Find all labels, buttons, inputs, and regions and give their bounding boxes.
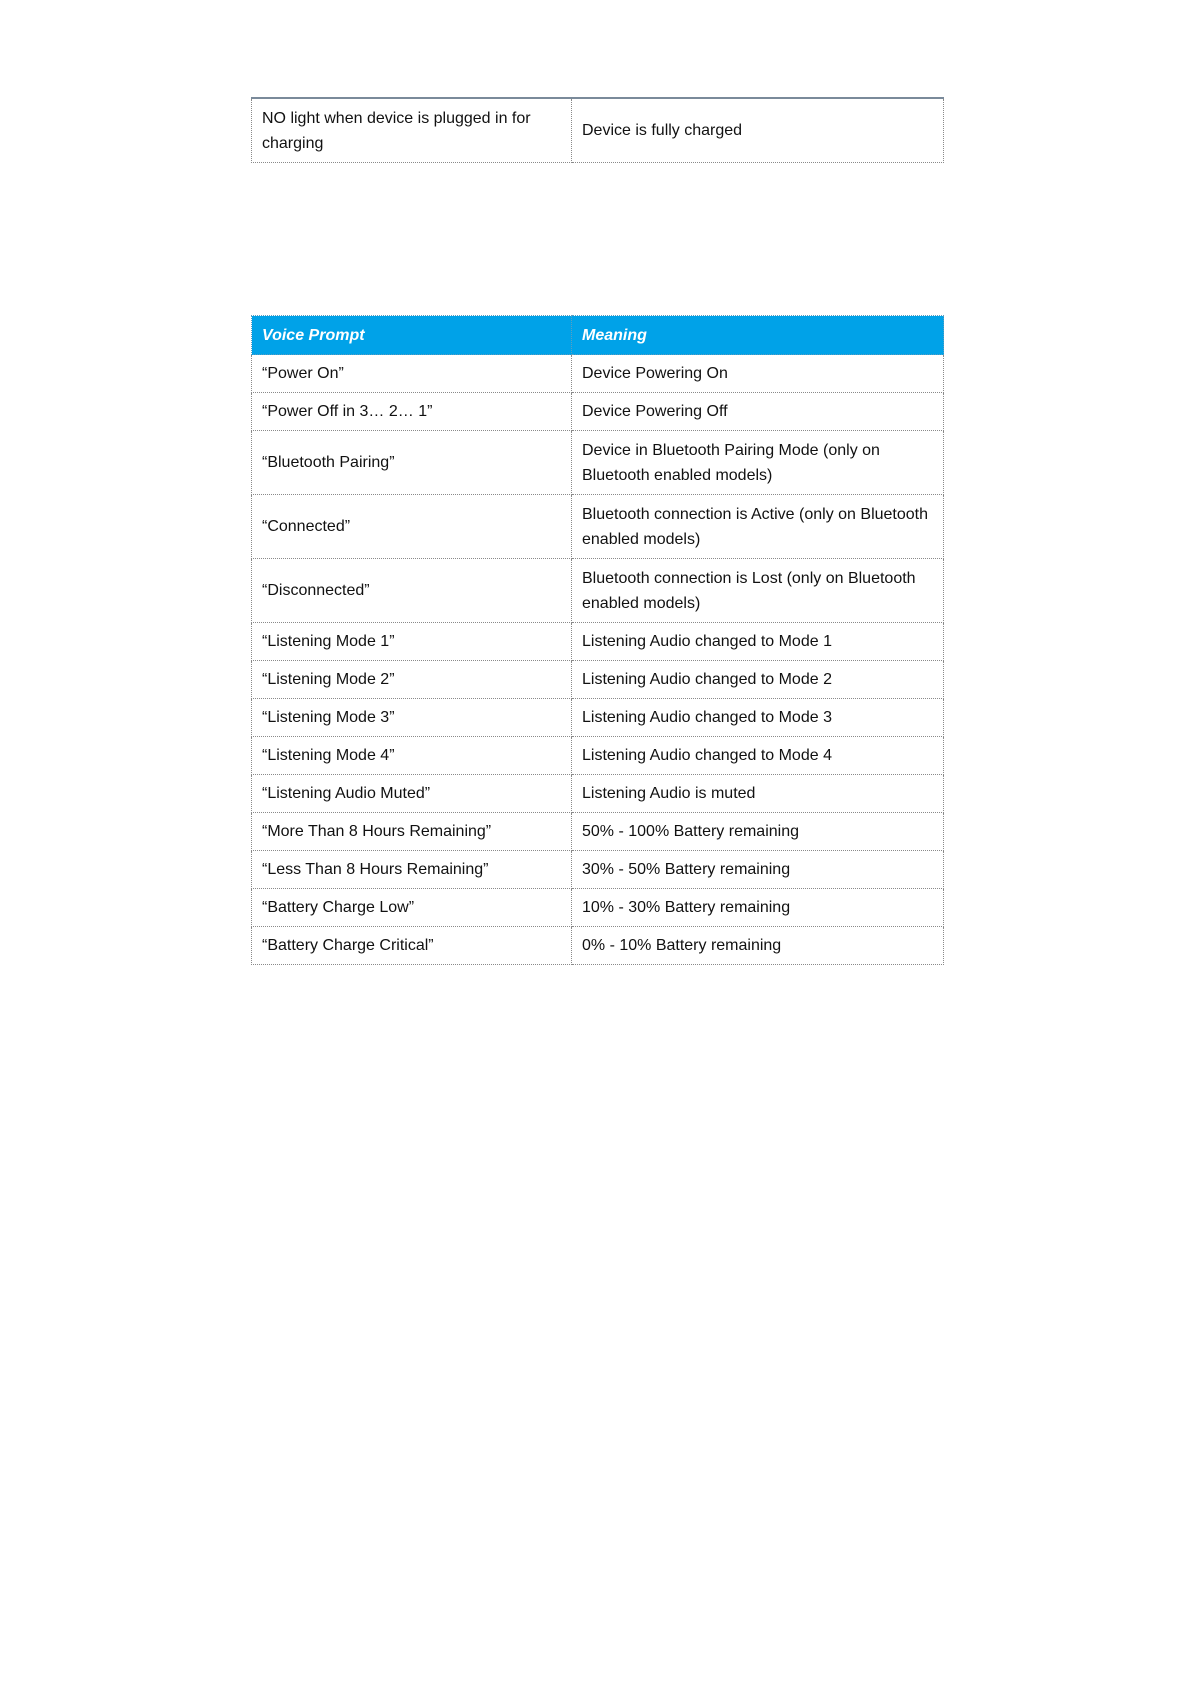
prompt-cell: “Power Off in 3… 2… 1”: [252, 393, 572, 431]
meaning-cell: Device Powering Off: [572, 393, 944, 431]
table-row: [252, 495, 944, 559]
meaning-cell: Bluetooth connection is Lost (only on Bluetooth enabled models): [572, 559, 944, 623]
meaning-cell: Listening Audio changed to Mode 1: [572, 623, 944, 661]
meaning-cell: Device Powering On: [572, 355, 944, 393]
charging-indicator-table: [251, 97, 944, 163]
meaning-cell: Listening Audio changed to Mode 2: [572, 661, 944, 699]
meaning-cell: 10% - 30% Battery remaining: [572, 889, 944, 927]
meaning-cell: Listening Audio changed to Mode 4: [572, 737, 944, 775]
prompt-cell: “Listening Mode 3”: [252, 699, 572, 737]
table-row: [252, 661, 944, 699]
header-meaning: Meaning: [572, 316, 944, 355]
prompt-cell: “Bluetooth Pairing”: [252, 431, 572, 495]
table-row: [252, 431, 944, 495]
table-row: [252, 889, 944, 927]
prompt-cell: “Listening Mode 2”: [252, 661, 572, 699]
table-row: [252, 623, 944, 661]
meaning-cell: Bluetooth connection is Active (only on Bluetooth enabled models): [572, 495, 944, 559]
prompt-cell: “Less Than 8 Hours Remaining”: [252, 851, 572, 889]
indicator-cell: NO light when device is plugged in for charging: [252, 98, 572, 163]
table-row: [252, 851, 944, 889]
table-row: [252, 737, 944, 775]
table-row: [252, 699, 944, 737]
meaning-cell: Device in Bluetooth Pairing Mode (only on Bluetooth enabled models): [572, 431, 944, 495]
table-row: [252, 559, 944, 623]
meaning-cell: Listening Audio is muted: [572, 775, 944, 813]
header-voice-prompt: Voice Prompt: [252, 316, 572, 355]
table-header-row: [252, 316, 944, 355]
table-row: [252, 98, 944, 163]
table-row: [252, 813, 944, 851]
prompt-cell: “Battery Charge Critical”: [252, 927, 572, 965]
meaning-cell: Device is fully charged: [572, 98, 944, 163]
meaning-cell: Listening Audio changed to Mode 3: [572, 699, 944, 737]
prompt-cell: “Disconnected”: [252, 559, 572, 623]
prompt-cell: “Battery Charge Low”: [252, 889, 572, 927]
prompt-cell: “Connected”: [252, 495, 572, 559]
prompt-cell: “Power On”: [252, 355, 572, 393]
meaning-cell: 30% - 50% Battery remaining: [572, 851, 944, 889]
meaning-cell: 50% - 100% Battery remaining: [572, 813, 944, 851]
prompt-cell: “Listening Mode 4”: [252, 737, 572, 775]
meaning-cell: 0% - 10% Battery remaining: [572, 927, 944, 965]
table-row: [252, 927, 944, 965]
prompt-cell: “Listening Mode 1”: [252, 623, 572, 661]
voice-prompt-table: [251, 315, 944, 965]
table-row: [252, 775, 944, 813]
prompt-cell: “Listening Audio Muted”: [252, 775, 572, 813]
prompt-cell: “More Than 8 Hours Remaining”: [252, 813, 572, 851]
table-row: [252, 393, 944, 431]
table-row: [252, 355, 944, 393]
